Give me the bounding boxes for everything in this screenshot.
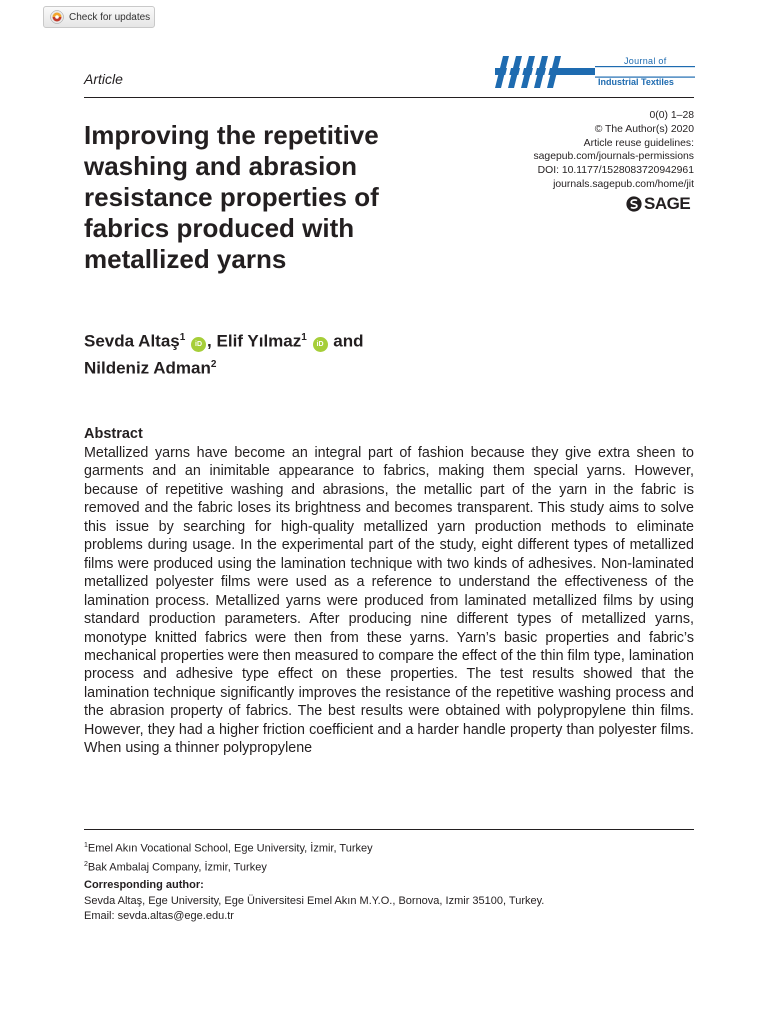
author-conjunction: and [333,331,364,351]
journal-home-link[interactable]: journals.sagepub.com/home/jit [553,178,694,190]
footnotes [84,838,694,925]
check-updates-icon [50,10,64,24]
author-name: Elif Yılmaz [216,331,302,351]
abstract-heading: Abstract [84,426,143,442]
affiliation-marker: 1 [84,842,88,849]
doi-link[interactable]: DOI: 10.1177/1528083720942961 [537,165,694,177]
copyright-line: © The Author(s) 2020 [594,123,694,135]
affiliation-1 [84,838,694,857]
author-name: Nildeniz Adman [84,358,211,378]
corresponding-author-heading: Corresponding author: [84,879,204,892]
issue-info: 0(0) 1–28 [649,110,694,121]
author-separator: , [207,331,212,351]
author-list [84,326,504,379]
affiliation-marker: 2 [210,358,217,370]
affiliation-marker: 1 [179,332,186,343]
article-type-label: Article [84,71,123,87]
affiliation-marker: 2 [84,861,88,869]
footnote-rule [84,829,694,830]
check-updates-label: Check for updates [69,11,151,23]
author-name: Sevda Altaş [84,331,180,351]
corresponding-address: Sevda Altaş, Ege University, Ege Üniversitesi Emel Akın M.Y.O., Bornova, Izmir 35100, Turkey. [84,894,545,907]
affiliation-text: Emel Akın Vocational School, Ege University, İzmir, Turkey [87,842,373,855]
article-meta [470,109,694,192]
orcid-icon[interactable]: iD [191,337,206,352]
header-rule [84,97,694,98]
sage-logo [626,193,690,215]
check-for-updates-button[interactable] [43,6,155,28]
sage-s-icon [626,196,642,212]
affiliation-text: Bak Ambalaj Company, İzmir, Turkey [87,861,267,874]
reuse-label: Article reuse guidelines: [583,137,694,149]
journal-name: Industrial Textiles [598,77,674,87]
affiliation-2 [84,857,694,876]
corresponding-email[interactable]: Email: sevda.altas@ege.edu.tr [84,910,234,923]
journal-of-label: Journal of [624,56,667,66]
sage-wordmark: SAGE [644,194,691,213]
reuse-link[interactable]: sagepub.com/journals-permissions [533,151,694,163]
orcid-icon[interactable]: iD [313,337,328,352]
affiliation-marker: 1 [301,332,307,343]
abstract-text: Metallized yarns have become an integral part of fashion because they give extra sheen to garments and an inimitable appearance to fabrics, making them special yarns. However, because of repetitive washing and abrasions, the metallic part of the yarn in the fabric is removed and the fabric loses its brightness and becomes transparent. This study aims to solve this issue by searching for high-quality metallized yarn production methods to eliminate problems during usage. In the experimental part of the study, eight different types of metallized films were produced using the lamination technique with two kinds of adhesives. Non-laminated metallized polyester films were used as a reference to understand the effectiveness of the lamination process. Metallized yarns were produced from laminated metallized films by using standard production parameters. After producing nine different types of metallized yarns, monotype knitted fabrics were then from these yarns. Yarn’s basic properties and fabric’s mechanical properties were then measured to compare the effect of the thin film type, lamination process and adhesive type effect on these properties. The test results showed that the lamination technique significantly improves the resistance of the repetitive washing process and the abrasion property of fabrics. The best results were obtained with polypropylene thin films. However, they had a higher friction coefficient and a harder handle property than polyester films. When using a thinner polypropylene [84,445,694,757]
article-title: Improving the repetitive washing and abrasion resistance properties of fabrics produced with metallized yarns [84,120,379,274]
